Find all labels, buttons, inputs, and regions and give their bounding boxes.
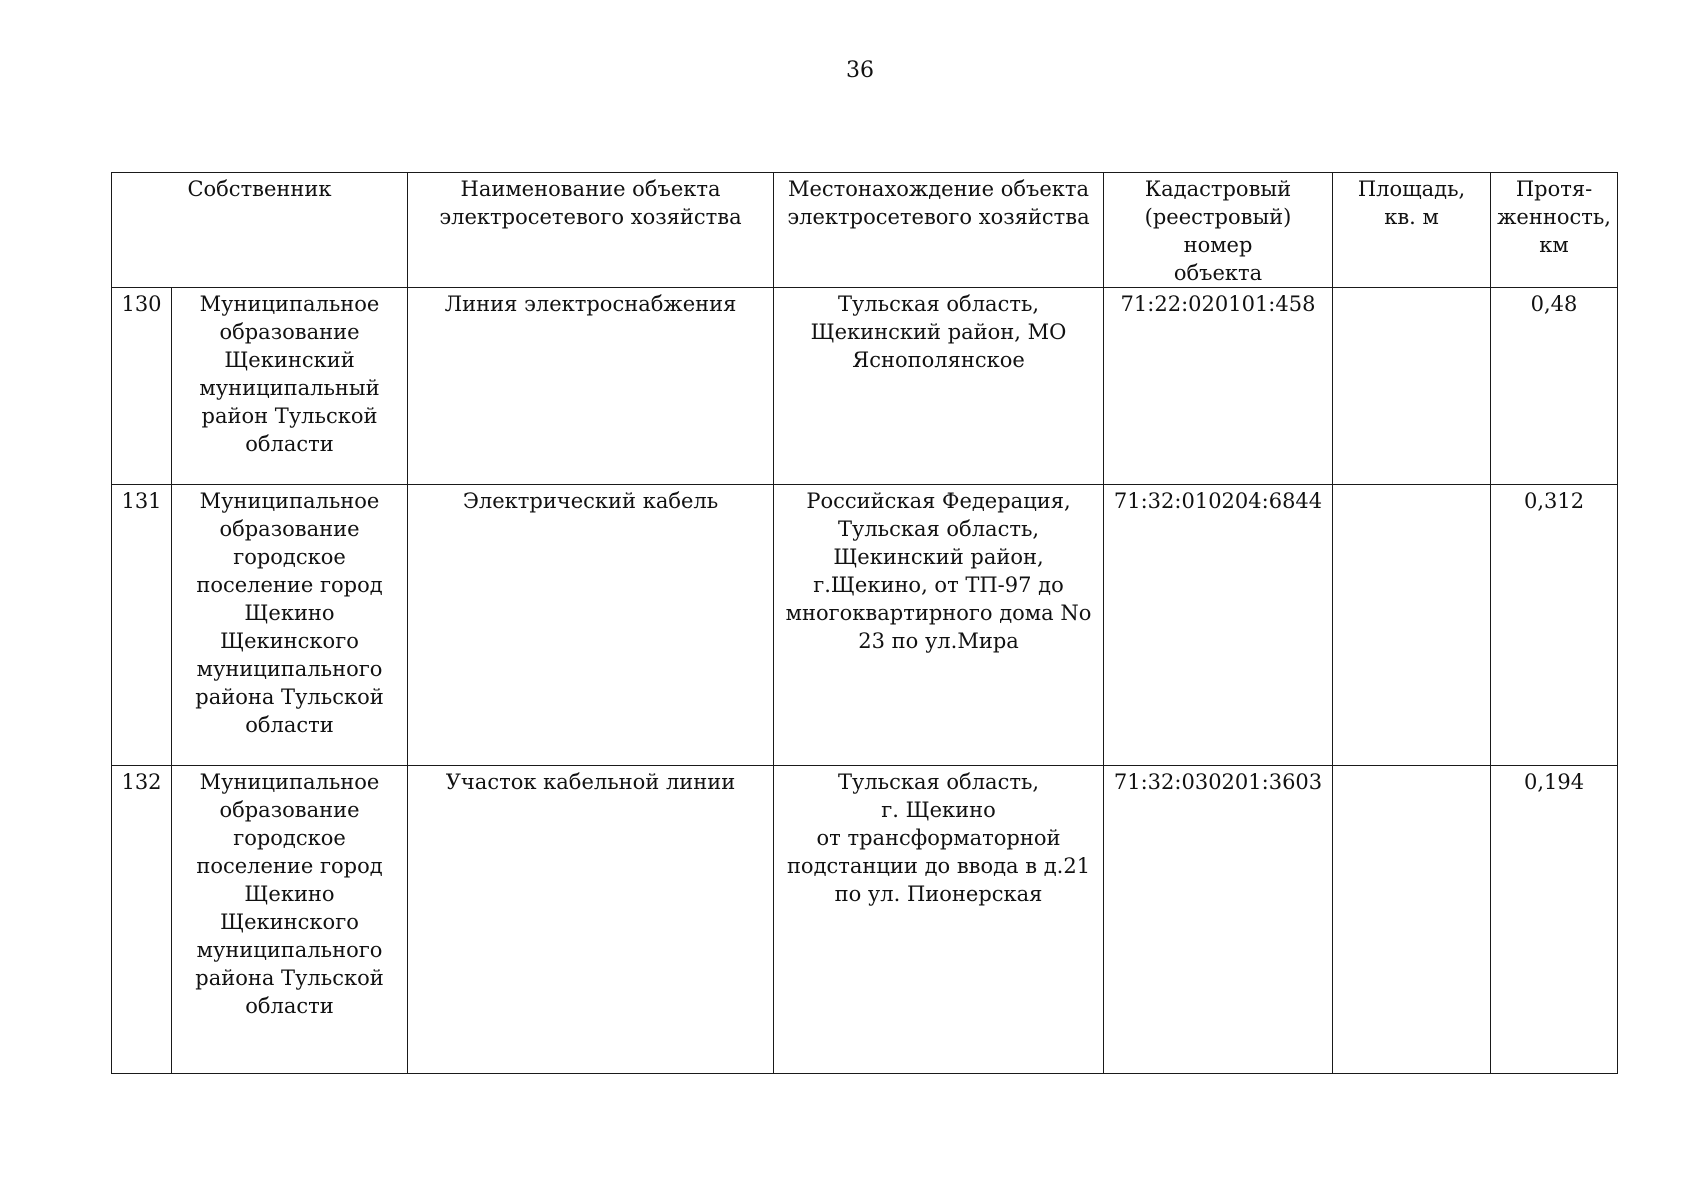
cadastral-number-cell: 71:32:030201:3603	[1104, 766, 1333, 1074]
header-length: Протя- женность, км	[1491, 173, 1618, 288]
area-cell	[1333, 766, 1491, 1074]
location-cell: Тульская область, Щекинский район, МО Яснополянское	[774, 288, 1104, 485]
cadastral-number-cell: 71:32:010204:6844	[1104, 485, 1333, 766]
owner-cell: Муниципальное образование Щекинский муниципальный район Тульской области	[172, 288, 408, 485]
header-name: Наименование объекта электросетевого хозяйства	[408, 173, 774, 288]
object-name-cell: Линия электроснабжения	[408, 288, 774, 485]
row-number: 130	[112, 288, 172, 485]
area-cell	[1333, 485, 1491, 766]
page-number: 36	[846, 58, 874, 83]
length-cell: 0,194	[1491, 766, 1618, 1074]
length-cell: 0,48	[1491, 288, 1618, 485]
area-cell	[1333, 288, 1491, 485]
cadastral-number-cell: 71:22:020101:458	[1104, 288, 1333, 485]
table-header-row	[112, 173, 1618, 288]
row-number: 131	[112, 485, 172, 766]
header-area: Площадь, кв. м	[1333, 173, 1491, 288]
location-cell: Тульская область, г. Щекино от трансформаторной подстанции до ввода в д.21 по ул. Пионерская	[774, 766, 1104, 1074]
header-cadastral: Кадастровый (реестровый) номер объекта	[1104, 173, 1333, 288]
registry-table	[111, 172, 1618, 1074]
table-row	[112, 766, 1618, 1074]
table-row	[112, 485, 1618, 766]
length-cell: 0,312	[1491, 485, 1618, 766]
row-number: 132	[112, 766, 172, 1074]
owner-cell: Муниципальное образование городское поселение город Щекино Щекинского муниципального района Тульской области	[172, 766, 408, 1074]
location-cell: Российская Федерация, Тульская область, Щекинский район, г.Щекино, от ТП-97 до многоквартирного дома No 23 по ул.Мира	[774, 485, 1104, 766]
header-owner: Собственник	[112, 173, 408, 288]
object-name-cell: Электрический кабель	[408, 485, 774, 766]
table-row	[112, 288, 1618, 485]
header-location: Местонахождение объекта электросетевого хозяйства	[774, 173, 1104, 288]
object-name-cell: Участок кабельной линии	[408, 766, 774, 1074]
owner-cell: Муниципальное образование городское поселение город Щекино Щекинского муниципального района Тульской области	[172, 485, 408, 766]
